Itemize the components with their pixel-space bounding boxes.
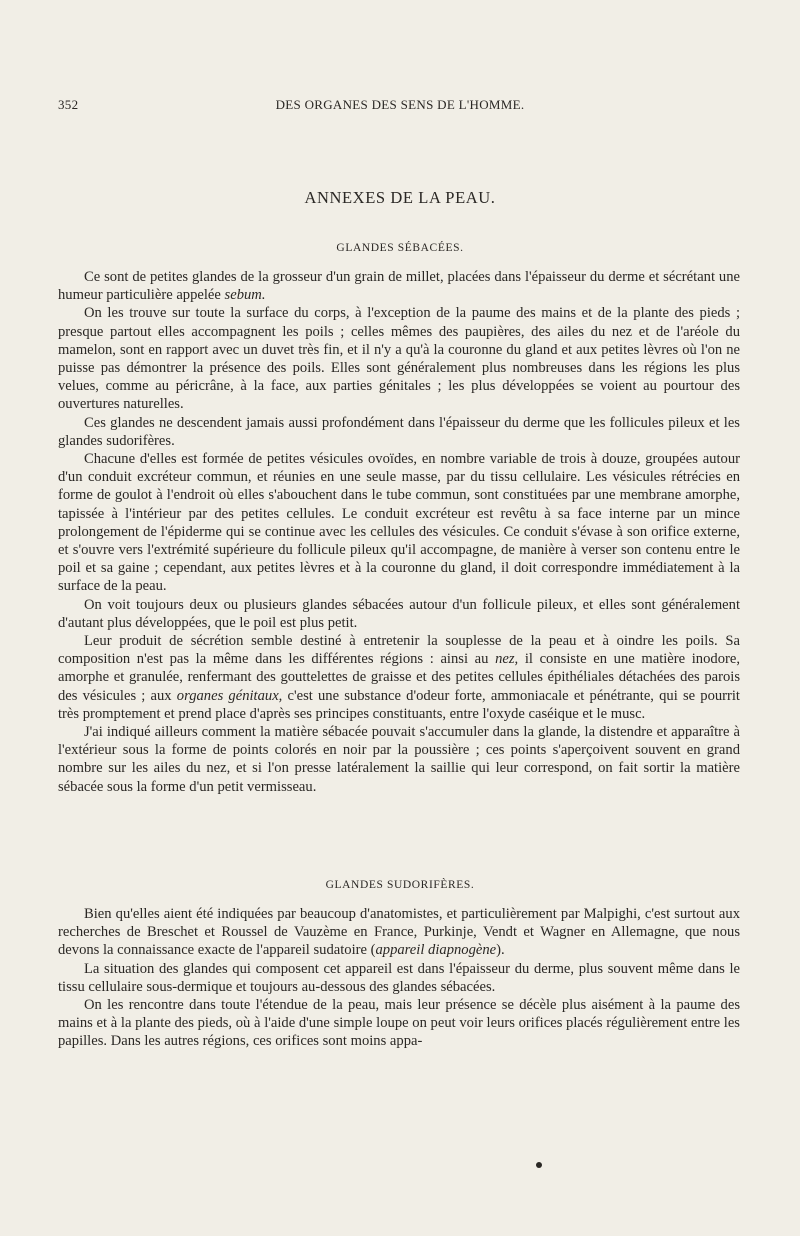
section-heading-sebaceous: GLANDES SÉBACÉES. — [336, 242, 464, 254]
paragraph-text: Leur produit de sécrétion semble destiné à entretenir la souplesse de la peau et à oindre les poils. Sa composition n'est pas la même dans les différentes régions : ainsi au — [58, 633, 740, 668]
paragraph: Ces glandes ne descendent jamais aussi profondément dans l'épaisseur du derme que les follicules pileux et les glandes sudorifères. — [58, 414, 740, 449]
section-body-sebaceous — [58, 268, 740, 796]
paragraph-text: c'est une substance d'odeur forte, ammoniacale et pénétrante, qui se pourrit très promptement et prend place d'après ses principes constituants, entre l'oxyde caséique et le musc. — [58, 687, 740, 722]
running-title: DES ORGANES DES SENS DE L'HOMME. — [275, 97, 525, 112]
paragraph — [58, 905, 740, 960]
paragraph: La situation des glandes qui composent cet appareil est dans l'épaisseur du derme, plus souvent même dans le tissu cellulaire sous-dermique et toujours au-dessous des glandes sébacées. — [58, 960, 740, 995]
italic-term: sebum. — [224, 287, 266, 304]
paragraph — [58, 632, 740, 723]
paragraph — [58, 268, 740, 304]
paragraph: Chacune d'elles est formée de petites vésicules ovoïdes, en nombre variable de trois à douze, groupées autour d'un conduit excréteur commun, et réunies en une seule masse, par du tissu cellulaire. Les vésicules rétrécies en forme de goulot à l'endroit où elles s'abouchent dans le tube commun, sont constituées par une membrane amorphe, tapissée à l'intérieur par des petites cellules. Le conduit excréteur est revêtu à sa face interne par un mince prolongement de l'épiderme qui se continue avec les cellules des vésicules. Ce conduit s'évase à son orifice externe, et s'ouvre vers l'extrémité supérieure du follicule pileux qu'il accompagne, de manière à verser son contenu entre le poil et sa gaine ; cependant, aux petites lèvres et à la couronne du gland, il doit correspondre immédiatement à la surface de la peau. — [58, 451, 740, 595]
paragraph: On les trouve sur toute la surface du corps, à l'exception de la paume des mains et de la plante des pieds ; presque partout elles accompagnent les poils ; celles mêmes des paupières, des ailes du nez et de l'aréole du mamelon, sont en rapport avec un duvet très fin, et il n'y a qu'à la couronne du gland et aux petites lèvres où l'on ne puisse pas démontrer la présence des poils. Elles sont généralement plus nombreuses dans les régions les plus velues, comme au péricrâne, à la face, aux parties génitales ; les plus développées se voient au pourtour des ouvertures naturelles. — [58, 305, 740, 413]
paragraph-text: Ce sont de petites glandes de la grosseur d'un grain de millet, placées dans l'épaisseur du derme et sécrétant une humeur particulière appelée — [58, 269, 740, 304]
paragraph-text: il consiste en une matière inodore, amorphe et granulée, renfermant des gouttelettes de graisse et des petites cellules épithéliales détachées des parois des vésicules ; aux — [58, 651, 740, 704]
italic-term: nez, — [495, 651, 519, 668]
section-heading-sudoriferous: GLANDES SUDORIFÈRES. — [325, 879, 475, 891]
paragraph-text: ). — [496, 942, 505, 959]
section-body-sudoriferous — [58, 905, 740, 1051]
paragraph-text: Bien qu'elles aient été indiquées par beaucoup d'anatomistes, et particulièrement par Malpighi, c'est surtout aux recherches de Breschet et Roussel de Vauzème en France, Purkinje, Vendt et Wagner en Allemagne, que nous devons la connaissance exacte de l'appareil sudatoire ( — [58, 906, 740, 959]
italic-term: appareil diapnogène — [375, 942, 497, 959]
ink-spot — [536, 1162, 542, 1168]
page-number: 352 — [58, 97, 79, 112]
paragraph: J'ai indiqué ailleurs comment la matière sébacée pouvait s'accumuler dans la glande, la distendre et apparaître à l'extérieur sous la forme de points colorés en noir par la poussière ; ces points s'aperçoivent souvent en grand nombre sur les ailes du nez, et si l'on presse latéralement la saillie qui leur correspond, on fait sortir la matière sébacée sous la forme d'un petit vermisseau. — [58, 724, 740, 795]
paragraph: On les rencontre dans toute l'étendue de la peau, mais leur présence se décèle plus aisément à la paume des mains et à la plante des pieds, où à l'aide d'une simple loupe on peut voir leurs orifices placés régulièrement entre les papilles. Dans les autres régions, ces orifices sont moins appa- — [58, 997, 740, 1050]
paragraph: On voit toujours deux ou plusieurs glandes sébacées autour d'un follicule pileux, et elles sont généralement d'autant plus développées, que le poil est plus petit. — [58, 596, 740, 631]
italic-term: organes génitaux, — [176, 687, 283, 704]
chapter-title: ANNEXES DE LA PEAU. — [304, 188, 496, 207]
page-header — [58, 97, 742, 117]
